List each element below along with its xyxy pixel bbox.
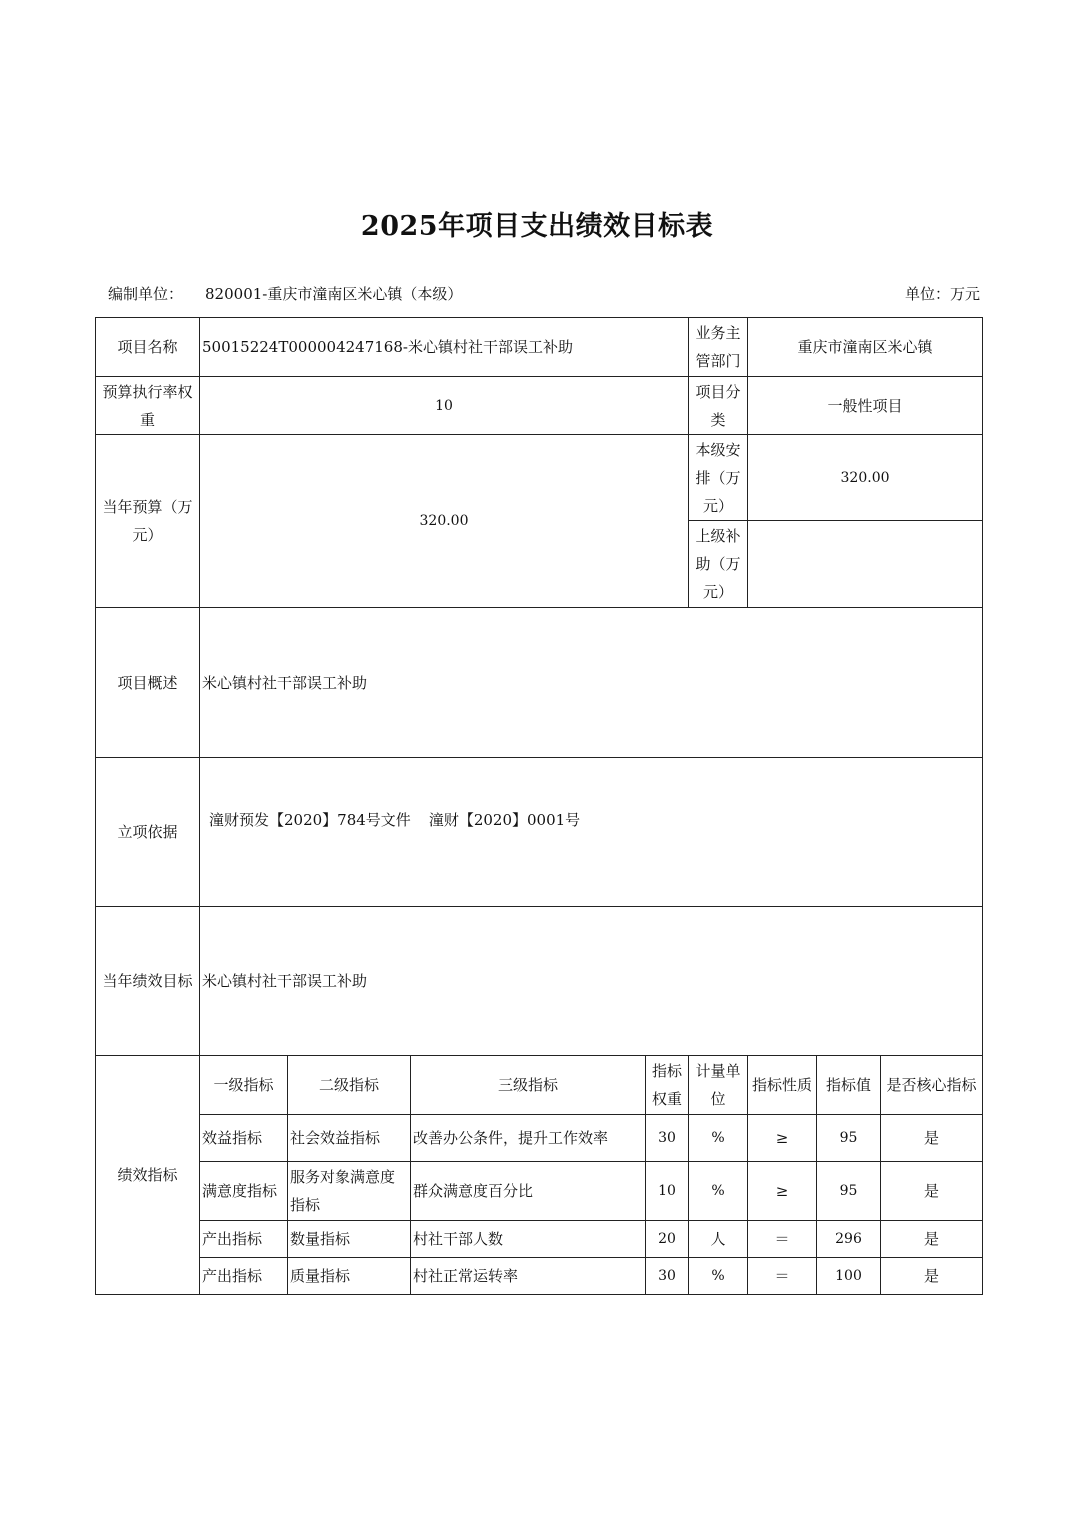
- basis-doc-2: 潼财【2020】0001号: [428, 811, 581, 829]
- weight-value: 10: [200, 377, 689, 435]
- row-level1: 产出指标: [200, 1258, 288, 1295]
- row-unit: %: [689, 1162, 748, 1221]
- row-unit: %: [689, 1258, 748, 1295]
- row-core: 是: [881, 1258, 983, 1295]
- row-goal: [96, 907, 983, 1056]
- header-level3: 三级指标: [411, 1056, 646, 1115]
- row-value: 95: [817, 1115, 881, 1162]
- row-basis: [96, 758, 983, 907]
- budget-value: 320.00: [200, 435, 689, 608]
- upper-label: 上级补助（万元）: [689, 521, 748, 608]
- row-level2: 服务对象满意度指标: [288, 1162, 411, 1221]
- org-label: 编制单位：: [108, 285, 184, 303]
- row-level3: 群众满意度百分比: [411, 1162, 646, 1221]
- row-weight: 30: [646, 1115, 689, 1162]
- header-weight: 指标权重: [646, 1056, 689, 1115]
- project-name-label: 项目名称: [96, 318, 200, 377]
- local-label: 本级安排（万元）: [689, 435, 748, 521]
- category-value: 一般性项目: [748, 377, 983, 435]
- unit-label: 单位：万元: [904, 285, 980, 303]
- row-value: 95: [817, 1162, 881, 1221]
- row-level3: 村社正常运转率: [411, 1258, 646, 1295]
- row-unit: %: [689, 1115, 748, 1162]
- row-nature: ＝: [748, 1258, 817, 1295]
- header-core: 是否核心指标: [881, 1056, 983, 1115]
- header-level2: 二级指标: [288, 1056, 411, 1115]
- basis-value: [200, 758, 983, 907]
- header-value: 指标值: [817, 1056, 881, 1115]
- local-value: 320.00: [748, 435, 983, 521]
- table-row: [96, 1221, 983, 1258]
- overview-value: 米心镇村社干部误工补助: [200, 608, 983, 758]
- row-value: 100: [817, 1258, 881, 1295]
- row-level2: 社会效益指标: [288, 1115, 411, 1162]
- header-level1: 一级指标: [200, 1056, 288, 1115]
- overview-label: 项目概述: [96, 608, 200, 758]
- weight-label: 预算执行率权重: [96, 377, 200, 435]
- indicator-header-row: [96, 1056, 983, 1115]
- upper-value: [748, 521, 983, 608]
- table-row: [96, 1115, 983, 1162]
- table-row: [96, 1162, 983, 1221]
- row-weight: 20: [646, 1221, 689, 1258]
- row-level1: 产出指标: [200, 1221, 288, 1258]
- row-core: 是: [881, 1221, 983, 1258]
- row-core: 是: [881, 1115, 983, 1162]
- row-level3: 改善办公条件，提升工作效率: [411, 1115, 646, 1162]
- row-nature: ＝: [748, 1221, 817, 1258]
- performance-table: [95, 317, 983, 1295]
- row-nature: ≥: [748, 1162, 817, 1221]
- row-overview: [96, 608, 983, 758]
- row-level2: 质量指标: [288, 1258, 411, 1295]
- row-level2: 数量指标: [288, 1221, 411, 1258]
- row-weight: 10: [646, 1162, 689, 1221]
- table-row: [96, 1258, 983, 1295]
- dept-value: 重庆市潼南区米心镇: [748, 318, 983, 377]
- row-core: 是: [881, 1162, 983, 1221]
- budget-label: 当年预算（万元）: [96, 435, 200, 608]
- category-label: 项目分类: [689, 377, 748, 435]
- page-title: 2025年项目支出绩效目标表: [360, 211, 714, 242]
- basis-doc-1: 潼财预发【2020】784号文件: [209, 811, 411, 829]
- dept-label: 业务主管部门: [689, 318, 748, 377]
- header-nature: 指标性质: [748, 1056, 817, 1115]
- row-weight: 30: [646, 1258, 689, 1295]
- row-budget: [96, 435, 983, 521]
- header-unit: 计量单位: [689, 1056, 748, 1115]
- row-weight: [96, 377, 983, 435]
- row-level1: 满意度指标: [200, 1162, 288, 1221]
- goal-value: 米心镇村社干部误工补助: [200, 907, 983, 1056]
- indicators-label: 绩效指标: [96, 1056, 200, 1295]
- org-info: [108, 283, 462, 304]
- row-level1: 效益指标: [200, 1115, 288, 1162]
- basis-label: 立项依据: [96, 758, 200, 907]
- row-project-name: [96, 318, 983, 377]
- row-value: 296: [817, 1221, 881, 1258]
- row-nature: ≥: [748, 1115, 817, 1162]
- org-value: 820001-重庆市潼南区米心镇（本级）: [205, 285, 463, 303]
- goal-label: 当年绩效目标: [96, 907, 200, 1056]
- row-unit: 人: [689, 1221, 748, 1258]
- project-name-value: 50015224T000004247168-米心镇村社干部误工补助: [200, 318, 689, 377]
- row-level3: 村社干部人数: [411, 1221, 646, 1258]
